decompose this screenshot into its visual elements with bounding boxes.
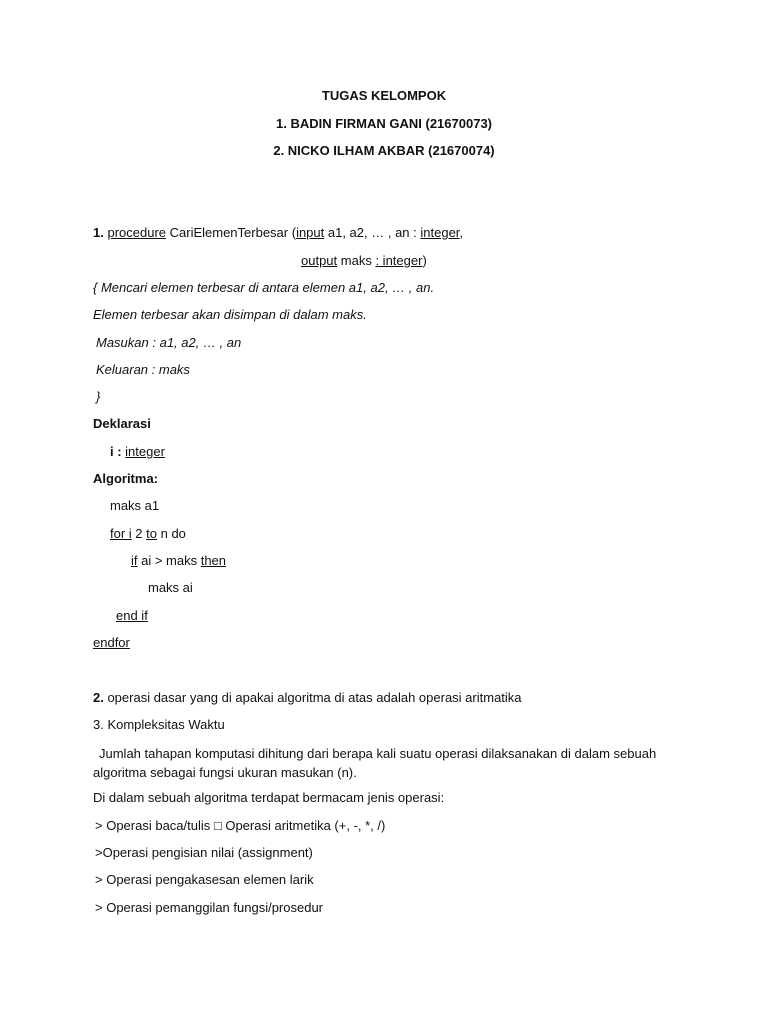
if-condition: ai > maks (137, 553, 201, 568)
section-2-number: 2. (93, 690, 104, 705)
member-one: 1. BADIN FIRMAN GANI (21670073) (276, 116, 492, 131)
for-loop-line (110, 526, 186, 542)
procedure-output-line (301, 253, 427, 269)
page-title: TUGAS KELOMPOK (321, 88, 447, 103)
operation-item-2: >Operasi pengisian nilai (assignment) (95, 845, 313, 860)
section-2 (93, 690, 522, 706)
integer-keyword: integer (420, 225, 460, 240)
procedure-keyword: procedure (107, 225, 167, 240)
section-3-intro: Di dalam sebuah algoritma terdapat bermacam jenis operasi: (93, 790, 445, 805)
algorithm-assign: maks a1 (110, 498, 160, 513)
declaration-heading: Deklarasi (93, 416, 151, 431)
operation-item-1: > Operasi baca/tulis □ Operasi aritmetika (+, -, *, /) (95, 818, 386, 833)
to-keyword: to (146, 526, 157, 541)
if-keyword: if (131, 553, 138, 568)
procedure-comma: , (459, 225, 464, 240)
output-variable: maks (337, 253, 376, 268)
end-if-keyword: end if (116, 608, 148, 623)
comment-line-3: Masukan : a1, a2, … , an (96, 335, 242, 350)
section-3-heading: 3. Kompleksitas Waktu (93, 717, 225, 732)
input-keyword: input (296, 225, 325, 240)
section-2-text: operasi dasar yang di apakai algoritma di atas adalah operasi aritmatika (103, 690, 522, 705)
member-two: 2. NICKO ILHAM AKBAR (21670074) (273, 143, 495, 158)
declaration-var-type: integer (125, 444, 165, 459)
output-keyword: output (301, 253, 338, 268)
declaration-var-name: i : (110, 444, 126, 459)
for-keyword: for i (110, 526, 132, 541)
procedure-params: a1, a2, … , an : (324, 225, 421, 240)
procedure-header (93, 225, 463, 241)
section-3-paragraph: Jumlah tahapan komputasi dihitung dari berapa kali suatu operasi dilaksanakan di dalam sebuah algoritma sebagai fungsi ukuran masukan (n). (93, 746, 657, 780)
then-keyword: then (200, 553, 227, 568)
comment-line-2: Elemen terbesar akan disimpan di dalam maks. (93, 307, 367, 322)
operation-item-3: > Operasi pengakasesan elemen larik (95, 872, 314, 887)
declaration-var (110, 444, 165, 460)
output-type: : integer (375, 253, 423, 268)
close-paren: ) (422, 253, 427, 268)
comment-line-4: Keluaran : maks (96, 362, 190, 377)
operation-item-4: > Operasi pemanggilan fungsi/prosedur (95, 900, 324, 915)
for-range-start: 2 (131, 526, 147, 541)
algorithm-heading: Algoritma: (93, 471, 158, 486)
comment-line-1: { Mencari elemen terbesar di antara elemen a1, a2, … , an. (93, 280, 435, 295)
endfor-keyword: endfor (93, 635, 130, 650)
if-line (131, 553, 226, 569)
for-range-end: n do (156, 526, 186, 541)
procedure-number: 1. (93, 225, 104, 240)
inner-assign: maks ai (148, 580, 193, 595)
procedure-name: CariElemenTerbesar ( (166, 225, 297, 240)
comment-line-5: } (96, 389, 101, 404)
